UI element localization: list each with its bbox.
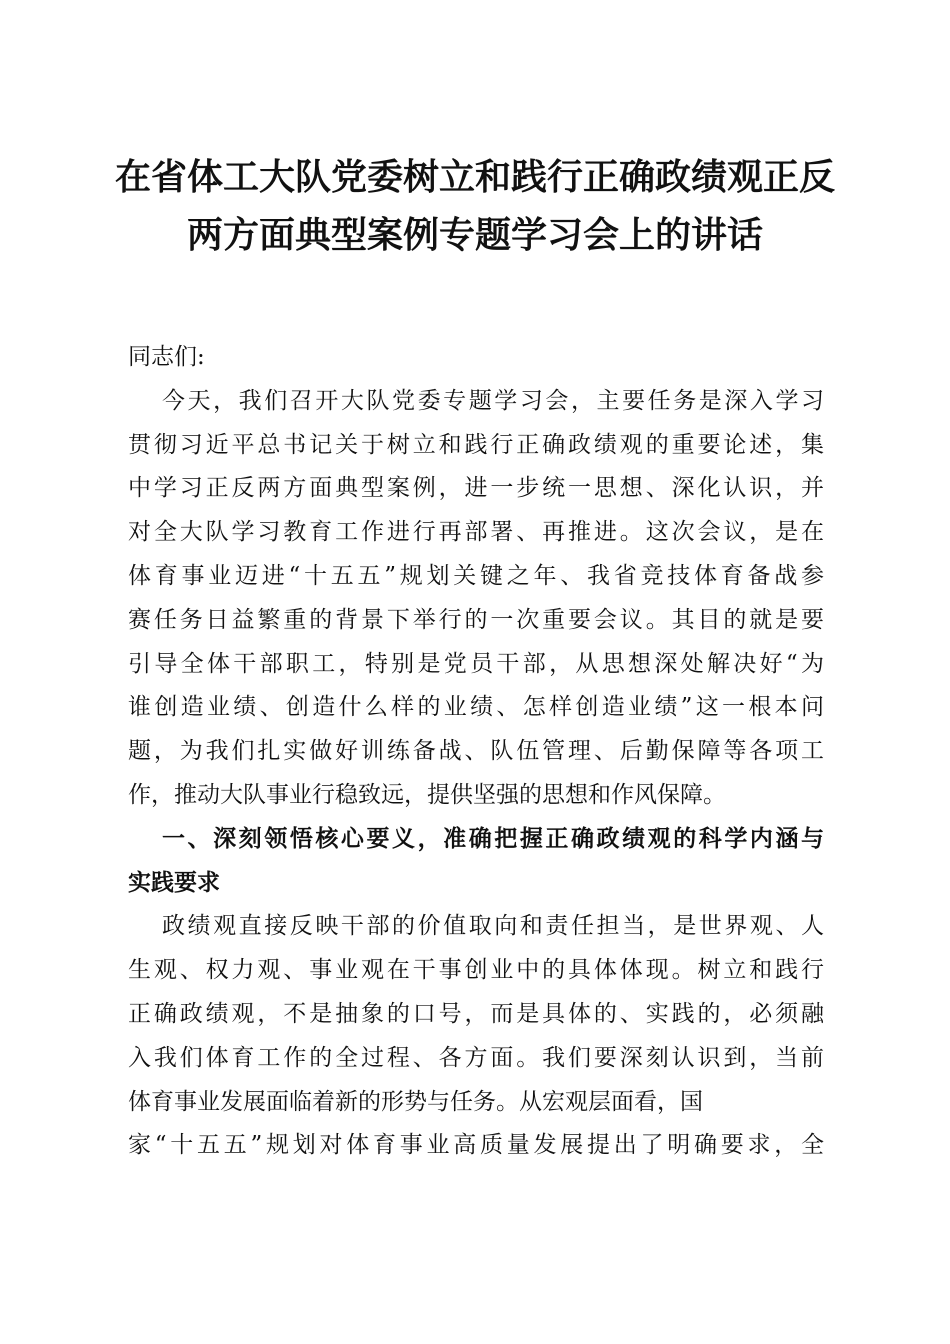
document-title bbox=[0, 148, 950, 264]
paragraph-line: 政绩观直接反映干部的价值取向和责任担当，是世界观、人 bbox=[162, 913, 824, 940]
paragraph-line: 生观、权力观、事业观在干事创业中的具体体现。树立和践行 bbox=[128, 957, 824, 984]
paragraph-line: 对全大队学习教育工作进行再部署、再推进。这次会议，是在 bbox=[128, 519, 824, 546]
paragraph-line: 体育事业迈进“十五五”规划关键之年、我省竞技体育备战参 bbox=[128, 562, 824, 589]
title-line-2: 两方面典型案例专题学习会上的讲话 bbox=[186, 214, 763, 256]
paragraph-line: 题，为我们扎实做好训练备战、队伍管理、后勤保障等各项工 bbox=[128, 738, 824, 765]
heading-line: 一、深刻领悟核心要义，准确把握正确政绩观的科学内涵与 bbox=[162, 825, 824, 852]
paragraph-line: 引导全体干部职工，特别是党员干部，从思想深处解决好“为 bbox=[128, 650, 824, 677]
section-heading-1 bbox=[128, 818, 824, 906]
paragraph-line: 今天，我们召开大队党委专题学习会，主要任务是深入学习 bbox=[162, 387, 824, 414]
paragraph-line: 谁创造业绩、创造什么样的业绩、怎样创造业绩”这一根本问 bbox=[128, 694, 824, 721]
paragraph-line: 体育事业发展面临着新的形势与任务。从宏观层面看，国 bbox=[128, 1088, 703, 1115]
paragraph-line: 正确政绩观，不是抽象的口号，而是具体的、实践的，必须融 bbox=[128, 1000, 824, 1027]
paragraph-line: 作，推动大队事业行稳致远，提供坚强的思想和作风保障。 bbox=[128, 781, 726, 808]
paragraph-line: 中学习正反两方面典型案例，进一步统一思想、深化认识，并 bbox=[128, 475, 824, 502]
paragraph-line: 赛任务日益繁重的背景下举行的一次重要会议。其目的就是要 bbox=[128, 606, 824, 633]
paragraph-line: 入我们体育工作的全过程、各方面。我们要深刻认识到，当前 bbox=[128, 1044, 824, 1071]
paragraph-section-1 bbox=[128, 905, 824, 1168]
heading-line: 实践要求 bbox=[128, 869, 220, 896]
document-body bbox=[128, 336, 824, 1168]
salutation: 同志们: bbox=[128, 344, 205, 370]
paragraph-line: 贯彻习近平总书记关于树立和践行正确政绩观的重要论述，集 bbox=[128, 431, 824, 458]
paragraph-intro bbox=[128, 380, 824, 818]
title-line-1: 在省体工大队党委树立和践行正确政绩观正反 bbox=[114, 156, 835, 198]
paragraph-line: 家“十五五”规划对体育事业高质量发展提出了明确要求，全 bbox=[128, 1132, 824, 1159]
